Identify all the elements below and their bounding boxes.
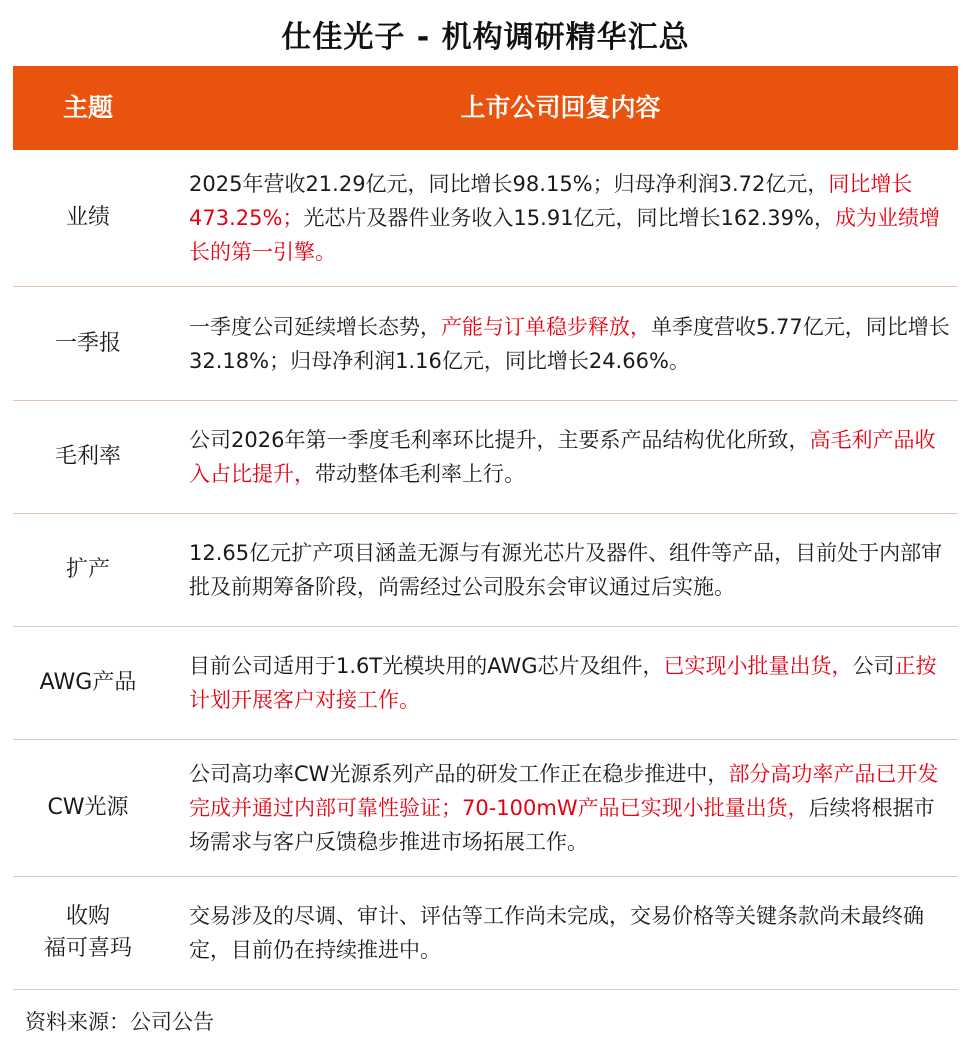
table-row [13, 627, 958, 740]
row-topic: 一季报 [54, 330, 121, 356]
body-text: 一季度公司延续增长态势， [189, 314, 441, 339]
highlight-text: 部分高功率产品已开发完成并通过内部可靠性验证；70-100mW产品已实现小批量出货， [189, 762, 939, 820]
table-header [13, 66, 958, 150]
row-content [189, 287, 952, 400]
row-topic: AWG产品 [39, 670, 137, 695]
row-content [189, 401, 952, 513]
body-text: 光芯片及器件业务收入15.91亿元，同比增长162.39%， [303, 206, 835, 230]
header-content: 上市公司回复内容 [460, 93, 661, 122]
highlight-text: 产能与订单稳步释放， [441, 314, 651, 339]
table-row [13, 514, 958, 627]
highlight-text: 同比增长473.25%； [189, 172, 913, 230]
body-text: 2025年营收21.29亿元，同比增长98.15%；归母净利润3.72亿元， [189, 172, 829, 196]
row-content-text [189, 423, 952, 491]
row-content-text [189, 536, 952, 604]
body-text: 12.65亿元扩产项目涵盖无源与有源光芯片及器件、组件等产品，目前处于内部审批及前期筹备阶段，尚需经过公司股东会审议通过后实施。 [189, 541, 943, 599]
table-row [13, 877, 958, 990]
header-topic: 主题 [62, 93, 113, 122]
table-row [13, 287, 958, 401]
body-text: 目前公司适用于1.6T光模块用的AWG芯片及组件， [189, 654, 664, 678]
body-text: 交易涉及的尽调、审计、评估等工作尚未完成，交易价格等关键条款尚未最终确定，目前仍在持续推进中。 [189, 904, 924, 962]
row-content-text [189, 310, 952, 378]
body-text: 公司高功率CW光源系列产品的研发工作正在稳步推进中， [189, 762, 729, 786]
row-topic: 毛利率 [54, 444, 121, 469]
row-content [189, 150, 952, 286]
page-title: 仕佳光子 - 机构调研精华汇总 [281, 20, 690, 55]
body-text: 公司 [852, 654, 895, 678]
table-row [13, 150, 958, 287]
row-content-text [189, 757, 952, 859]
body-text: 公司2026年第一季度毛利率环比提升，主要系产品结构优化所致， [189, 428, 810, 452]
row-content [189, 740, 952, 876]
row-topic: 业绩 [65, 205, 110, 230]
body-text: 单季度营收5.77亿元，同比增长32.18%；归母净利润1.16亿元，同比增长24.66%。 [189, 314, 950, 373]
body-text: 带动整体毛利率上行。 [315, 462, 525, 486]
highlight-text: 高毛利产品收入占比提升， [189, 428, 936, 486]
source-note: 资料来源：公司公告 [25, 1010, 214, 1034]
table-row [13, 740, 958, 877]
row-content [189, 877, 952, 989]
row-topic: 收购 福可喜玛 [43, 904, 132, 961]
row-content-text [189, 649, 952, 717]
row-topic: CW光源 [47, 795, 129, 820]
row-topic: 扩产 [65, 557, 110, 582]
row-content [189, 627, 952, 739]
highlight-text: 已实现小批量出货， [663, 654, 853, 678]
highlight-text: 成为业绩增长的第一引擎。 [189, 206, 940, 264]
table-row [13, 401, 958, 514]
row-content-text [189, 167, 952, 269]
body-text: 后续将根据市场需求与客户反馈稳步推进市场拓展工作。 [189, 796, 935, 854]
row-content [189, 514, 952, 626]
row-content-text [189, 899, 952, 967]
highlight-text: 正按计划开展客户对接工作。 [189, 654, 937, 712]
